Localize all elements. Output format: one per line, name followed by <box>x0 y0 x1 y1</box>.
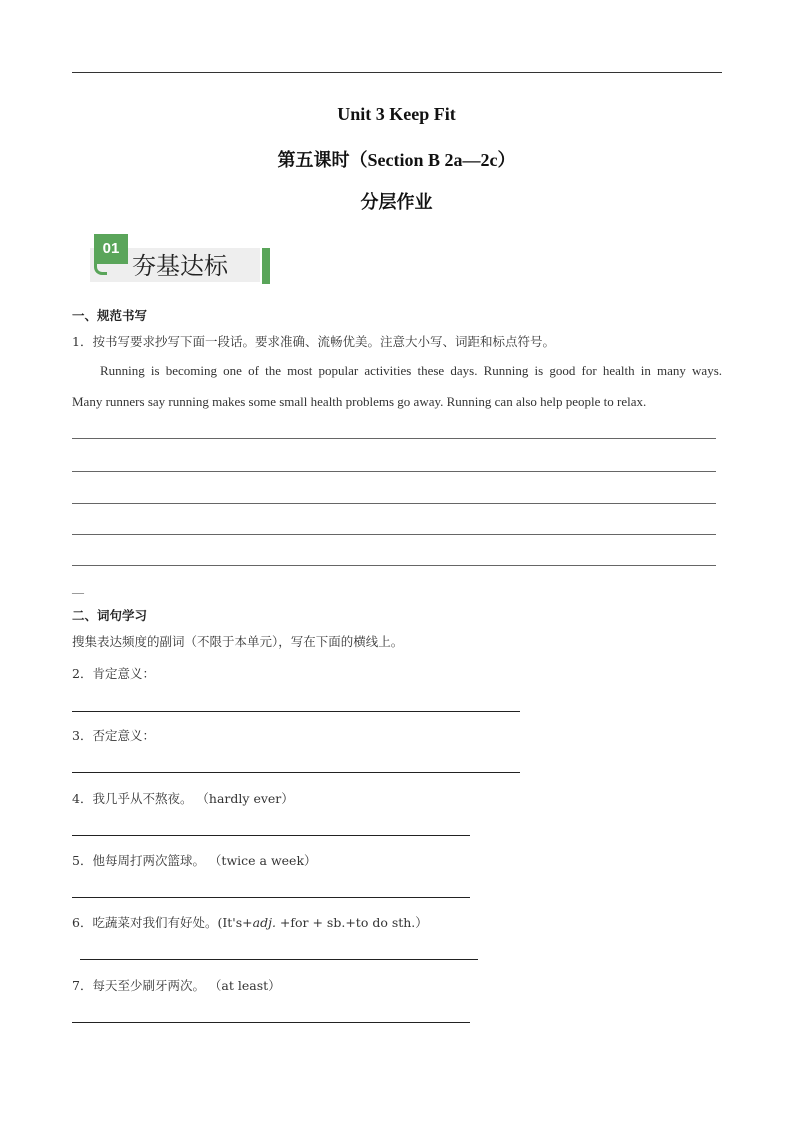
question-5: 5．他每周打两次篮球。 （twice a week） <box>72 853 317 868</box>
question-6 <box>72 913 428 931</box>
question-1: 1．按书写要求抄写下面一段话。要求准确、流畅优美。注意大小写、词距和标点符号。 <box>72 334 555 349</box>
trailing-dash: — <box>72 585 84 599</box>
writing-line-2[interactable] <box>72 471 716 472</box>
writing-line-1[interactable] <box>72 438 716 439</box>
lesson-subtitle: 第五课时（Section B 2a—2c） <box>277 150 516 170</box>
question-7: 7．每天至少刷牙两次。 （at least） <box>72 978 281 993</box>
answer-line-3[interactable] <box>72 772 520 773</box>
question-2: 2．肯定意义： <box>72 666 155 681</box>
vocab-intro: 搜集表达频度的副词（不限于本单元），写在下面的横线上。 <box>72 634 404 649</box>
writing-line-3[interactable] <box>72 503 716 504</box>
answer-line-4[interactable] <box>72 835 470 836</box>
question-3: 3．否定意义： <box>72 728 155 743</box>
banner-label: 夯基达标 <box>132 252 228 280</box>
answer-line-2[interactable] <box>72 711 520 712</box>
question-4: 4．我几乎从不熬夜。 （hardly ever） <box>72 791 294 806</box>
writing-line-5[interactable] <box>72 565 716 566</box>
section-heading-writing: 一、规范书写 <box>72 308 148 323</box>
top-rule <box>72 72 722 73</box>
question-6-prefix: 6．吃蔬菜对我们有好处。(It's+ <box>72 915 253 930</box>
answer-line-7[interactable] <box>72 1022 470 1023</box>
page-title: Unit 3 Keep Fit <box>337 104 456 124</box>
section-heading-vocab: 二、词句学习 <box>72 608 148 623</box>
answer-line-6[interactable] <box>80 959 478 960</box>
section-banner <box>86 232 272 288</box>
question-6-suffix: +for + sb.+to do sth.） <box>275 915 428 930</box>
writing-line-4[interactable] <box>72 534 716 535</box>
answer-line-5[interactable] <box>72 897 470 898</box>
passage-line-2: Many runners say running makes some small health problems go away. Running can also help people to relax. <box>72 394 647 409</box>
banner-number: 01 <box>94 234 128 264</box>
question-6-adj: adj. <box>252 915 276 930</box>
homework-subtitle: 分层作业 <box>360 192 433 212</box>
banner-bar <box>262 248 270 284</box>
passage-line-1: Running is becoming one of the most popular activities these days. Running is good for health in many ways. <box>100 363 722 378</box>
